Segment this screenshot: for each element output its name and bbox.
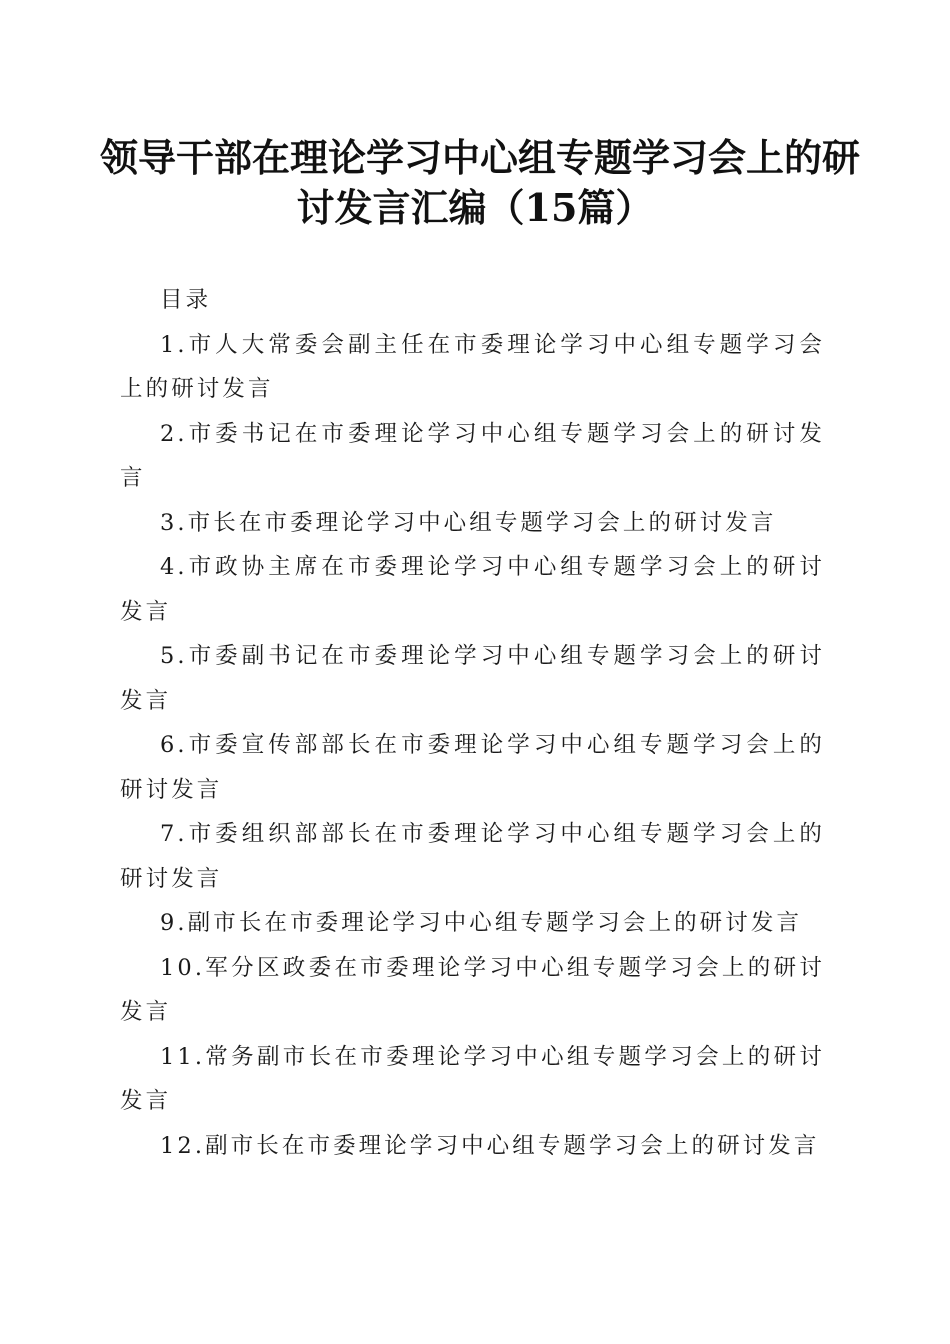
- toc-item: 1.市人大常委会副主任在市委理论学习中心组专题学习会上的研讨发言: [120, 331, 825, 402]
- toc-item: 2.市委书记在市委理论学习中心组专题学习会上的研讨发言: [120, 420, 825, 491]
- table-of-contents: [120, 278, 825, 1168]
- toc-item: 7.市委组织部部长在市委理论学习中心组专题学习会上的研讨发言: [120, 821, 825, 892]
- toc-item: 10.军分区政委在市委理论学习中心组专题学习会上的研讨发言: [120, 954, 825, 1025]
- toc-item: 11.常务副市长在市委理论学习中心组专题学习会上的研讨发言: [120, 1043, 825, 1114]
- toc-heading: 目录: [160, 287, 212, 313]
- toc-item: 5.市委副书记在市委理论学习中心组专题学习会上的研讨发言: [120, 643, 825, 714]
- toc-item: 9.副市长在市委理论学习中心组专题学习会上的研讨发言: [160, 910, 803, 936]
- toc-item: 3.市长在市委理论学习中心组专题学习会上的研讨发言: [160, 509, 777, 536]
- title-line-1: 领导干部在理论学习中心组专题学习会上的研: [100, 135, 861, 180]
- title-line-2: 讨发言汇编（15篇）: [296, 185, 654, 230]
- document-title: [100, 133, 861, 233]
- toc-item: 6.市委宣传部部长在市委理论学习中心组专题学习会上的研讨发言: [120, 732, 825, 803]
- toc-item: 4.市政协主席在市委理论学习中心组专题学习会上的研讨发言: [120, 554, 825, 625]
- toc-item: 12.副市长在市委理论学习中心组专题学习会上的研讨发言: [160, 1132, 820, 1159]
